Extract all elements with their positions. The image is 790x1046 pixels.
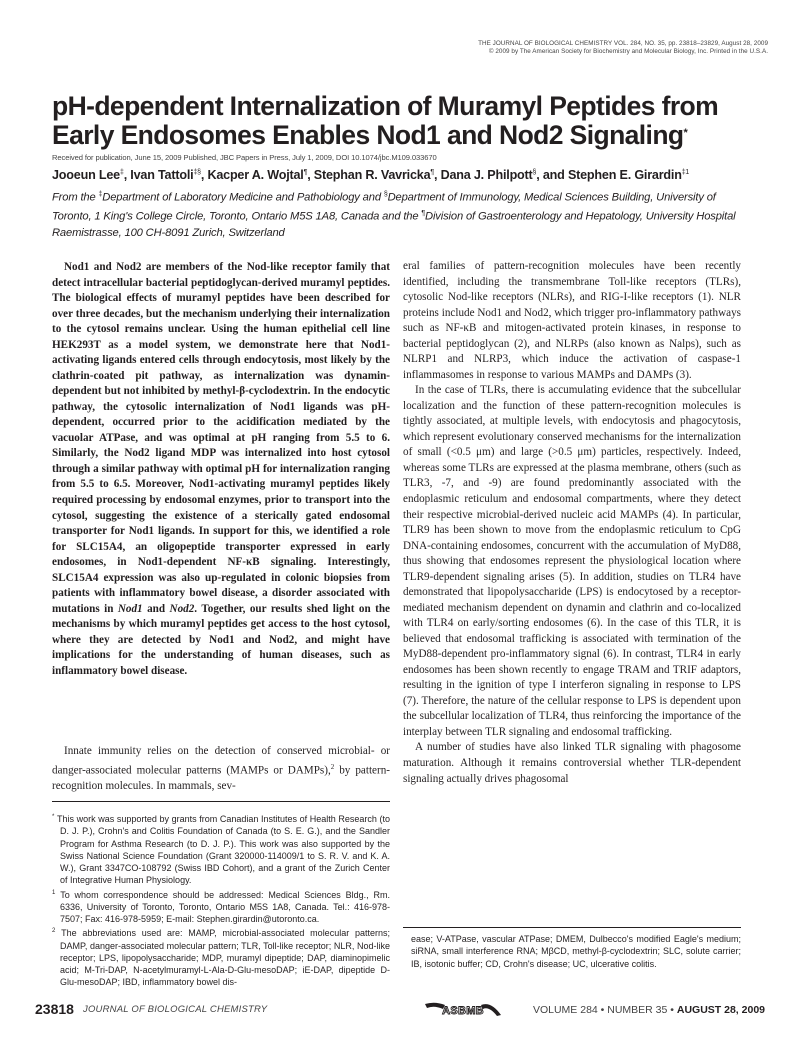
footnotes <box>52 811 390 989</box>
author-separator: , <box>307 168 314 182</box>
article-title <box>52 92 772 150</box>
affil-mark: ‡ <box>98 191 103 198</box>
gene-name: Nod1 <box>117 602 143 615</box>
abstract-part: . Together, our results shed light on the mechanisms by which muramyl peptides get access to the host cytosol, where they are detected by Nod1 and Nod2, and might have implications for the understanding of human diseases, such as inflammatory bowel disease. <box>52 602 390 677</box>
author-name: Stephan R. Vavricka <box>313 168 431 182</box>
body-paragraph: A number of studies have also linked TLR signaling with phagosome maturation. Although it remains controversial whether TLR-dependent signaling actually drives phagosomal <box>403 741 741 785</box>
abstract-part: Nod1 and Nod2 are members of the Nod-like receptor family that detect intracellular bacterial peptidoglycan-derived muramyl peptides. The biological effects of muramyl peptides have been described for over three decades, but the mechanism underlying their internalization to the cytosol remains unclear. Using the human epithelial cell line HEK293T as a model system, we demonstrate here that Nod1-activating ligands entered cells through endocytosis, most likely by the clathrin-coated pit pathway, as internalization was dynamin-dependent but not inhibited by methyl-β-cyclodextrin. In the endocytic pathway, the cytosolic internalization of Nod1 ligands was pH-dependent, occurred prior to the acidification mediated by the vacuolar ATPase, and was optimal at pH ranging from 5.5 to 6. Similarly, the Nod2 ligand MDP was internalized into host cytosol through a similar pathway with optimal pH for internalization ranging from 5.5 to 6.5. Moreover, Nod1-activating muramyl peptides likely required processing by endosomal enzymes, prior to transport into the cytosol, suggesting the existence of a sterically gated endosomal transporter for Nod1 ligands. In support for this, we identified a role for SLC15A4, an oligopeptide transporter expressed in early endosomes, in Nod1-dependent NF-κB signaling. Interestingly, SLC15A4 expression was also up-regulated in colonic biopsies from patients with inflammatory bowel disease, a disorder associated with mutations in <box>52 261 390 615</box>
asbmb-logo-icon <box>423 1001 503 1019</box>
intro-paragraph <box>52 744 390 794</box>
author-separator: , <box>123 168 131 182</box>
title-footnote-mark[interactable]: * <box>683 127 688 139</box>
right-column-body <box>403 259 741 787</box>
author-affil-mark: ¶ <box>303 168 308 176</box>
author-name: Dana J. Philpott <box>440 168 533 182</box>
footnote-star <box>52 811 390 887</box>
affil-dept: Department of Laboratory Medicine and Pathobiology and <box>102 191 384 204</box>
footnote-1 <box>52 887 390 926</box>
page-number: 23818 <box>35 1001 74 1017</box>
author-affil-mark: ‡§ <box>193 168 201 176</box>
author-separator: , <box>200 168 208 182</box>
author-name: Stephen E. Girardin <box>567 168 682 182</box>
footnote-text: The abbreviations used are: MAMP, microbial-associated molecular patterns; DAMP, danger-associated molecular pattern; TLR, Toll-like receptor; NLR, Nod-like receptor; LPS, lipopolysaccharide; MDP, muramyl dipeptide; DAP, diaminopimelic acid; M-Tri-DAP, N-acetylmuramyl-L-Ala-D-Glu-mesoDAP; iE-DAP, dipeptide D-Glu-mesoDAP; IBD, inflammatory bowel dis- <box>60 928 390 988</box>
footnote-text: To whom correspondence should be addressed: Medical Sciences Bldg., Rm. 6336, University of Toronto, Toronto, Ontario M5S 1A8, Canada. Tel.: 416-978-7507; Fax: 416-978-5959; E-mail: Stephen.girardin@utoronto.ca. <box>60 889 390 924</box>
affil-mark: § <box>383 191 388 198</box>
footnote-divider <box>403 927 741 928</box>
intro-text: Innate immunity relies on the detection of conserved microbial- or danger-associated molecular patterns (MAMPs or DAMPs), <box>52 745 390 777</box>
page-footer <box>35 1001 765 1021</box>
affil-prefix: From the <box>52 191 99 204</box>
volume-info <box>533 1004 765 1016</box>
issue-date: AUGUST 28, 2009 <box>676 1004 765 1016</box>
footnote-text: This work was supported by grants from Canadian Institutes of Health Research (to D. J. P.), Crohn's and Colitis Foundation of Canada (to S. E. G.), and the Sandler Program for Asthma Research (to D. J. P.). This work was also supported by the Swiss National Science Foundation (Grant 320000-114009/1 to S. R. V. and K. A. W.), Grant 3347CO-108792 (Swiss IBD Cohort), and a grant of the Zurich Center of Integrative Human Physiology. <box>56 814 390 886</box>
footnote-mark: 1 <box>52 889 56 896</box>
journal-citation: THE JOURNAL OF BIOLOGICAL CHEMISTRY VOL. 284, NO. 35, pp. 23818–23829, August 28, 2009 <box>478 40 768 47</box>
author-name: Ivan Tattoli <box>130 168 194 182</box>
body-paragraph: In the case of TLRs, there is accumulating evidence that the subcellular localization and the function of these pattern-recognition molecules is tightly associated, at multiple levels, with endocytosis and phagocytosis, which represent evolutionary conserved mechanisms for the internalization of small (<0.5 μm) and large (>0.5 μm) particles, respectively. Indeed, whereas some TLRs are expressed at the plasma membrane, others (such as TLR3, -7, and -9) are found predominantly associated with the endoplasmic reticulum and endosomal compartments, where they detect their respective microbial-derived nucleic acid MAMPs (4). In particular, TLR9 has been shown to move from the endoplasmic reticulum to CpG DNA-containing endosomes, concurrent with the accumulation of MyD88, thus showing that endosomes represent the physiological location where TLR9-dependent signaling arises (5). In addition, studies on TLR4 have demonstrated that lipopolysaccharide (LPS) is endocytosed by a receptor-mediated mechanism dependent on dynamin and clathrin and co-localized with TLR4 on early/sorting endosomes (6). In the case of this TLR, it is believed that endosomal trafficking is associated with termination of the MyD88-dependent pro-inflammatory signal (6). In contrast, TLR4 in early endosomes has been shown recently to engage TRAM and TRIF adaptors, resulting in the ignition of type I interferon signaling in response to LPS (7). Therefore, the nature of the cellular response to LPS is dependent upon the subcellular localization of TLR4, thus reinforcing the importance of the interplay between TLR signaling and endosomal trafficking. <box>403 384 741 738</box>
author-affil-mark: ‡1 <box>681 168 690 176</box>
intro-text: by pattern-recognition molecules. In mammals, sev- <box>52 764 390 792</box>
abstract-part: and <box>142 602 170 615</box>
footnote-mark: 2 <box>52 928 56 935</box>
author-name: Kacper A. Wojtal <box>207 168 304 182</box>
footnote-mark: * <box>52 814 55 820</box>
svg-text:ASBMB: ASBMB <box>442 1005 484 1017</box>
volume-number: VOLUME 284 • NUMBER 35 • <box>532 1004 677 1016</box>
author-list <box>52 168 772 182</box>
received-dates: Received for publication, June 15, 2009 Published, JBC Papers in Press, July 1, 2009, DOI 10.1074/jbc.M109.033670 <box>52 153 437 162</box>
affil-mark: ¶ <box>421 210 426 218</box>
running-head <box>478 40 768 56</box>
affiliations <box>52 187 742 241</box>
copyright-line: © 2009 by The American Society for Biochemistry and Molecular Biology, Inc. Printed in the U.S.A. <box>488 48 768 55</box>
gene-name: Nod2 <box>169 602 195 615</box>
author-affil-mark: ‡ <box>119 168 124 176</box>
introduction-start <box>52 744 390 794</box>
author-separator: , <box>433 168 441 182</box>
affil-dept: Division of Gastroenterology and Hepatology, University Hospital Raemistrasse, 100 CH-8091 Zurich, Switzerland <box>52 211 736 239</box>
author-name: Jooeun Lee <box>52 168 120 182</box>
footnote-divider <box>52 801 390 802</box>
footnote-2 <box>52 925 390 988</box>
title-line-1: pH-dependent Internalization of Muramyl Peptides from <box>52 91 719 121</box>
author-affil-mark: ¶ <box>430 168 434 176</box>
author-affil-mark: § <box>532 168 537 176</box>
abstract-text <box>52 260 390 679</box>
abstract <box>52 260 390 679</box>
footnote-continuation: ease; V-ATPase, vascular ATPase; DMEM, Dulbecco's modified Eagle's medium; siRNA, small interference RNA; MβCD, methyl-β-cyclodextrin; SLC, solute carrier; IB, isotonic buffer; CD, Crohn's disease; UC, ulcerative colitis. <box>411 934 741 969</box>
author-separator: , and <box>536 168 568 182</box>
title-line-2: Early Endosomes Enables Nod1 and Nod2 Signaling <box>52 120 684 150</box>
body-paragraph: eral families of pattern-recognition molecules have been recently identified, including the transmembrane Toll-like receptors (TLRs), cytosolic Nod-like receptors (NLRs), and RIG-I-like receptors (1). NLR proteins include Nod1 and Nod2, which trigger pro-inflammatory pathways such as NF-κB and mitogen-activated protein kinases, in response to bacterial peptidoglycan (2), and NLRPs (also known as Nalps), such as NLRP1 and NLRP3, which induce the activation of caspase-1 inflammasomes in response to various MAMPs and DAMPs (3). <box>403 260 741 381</box>
journal-name: JOURNAL OF BIOLOGICAL CHEMISTRY <box>83 1004 268 1015</box>
affil-dept: Department of Immunology, Medical Sciences Building, University of Toronto, 1 King's College Circle, Toronto, Ontario M5S 1A8, Canada and the <box>52 191 716 224</box>
footnote-ref-2[interactable]: 2 <box>330 762 335 771</box>
